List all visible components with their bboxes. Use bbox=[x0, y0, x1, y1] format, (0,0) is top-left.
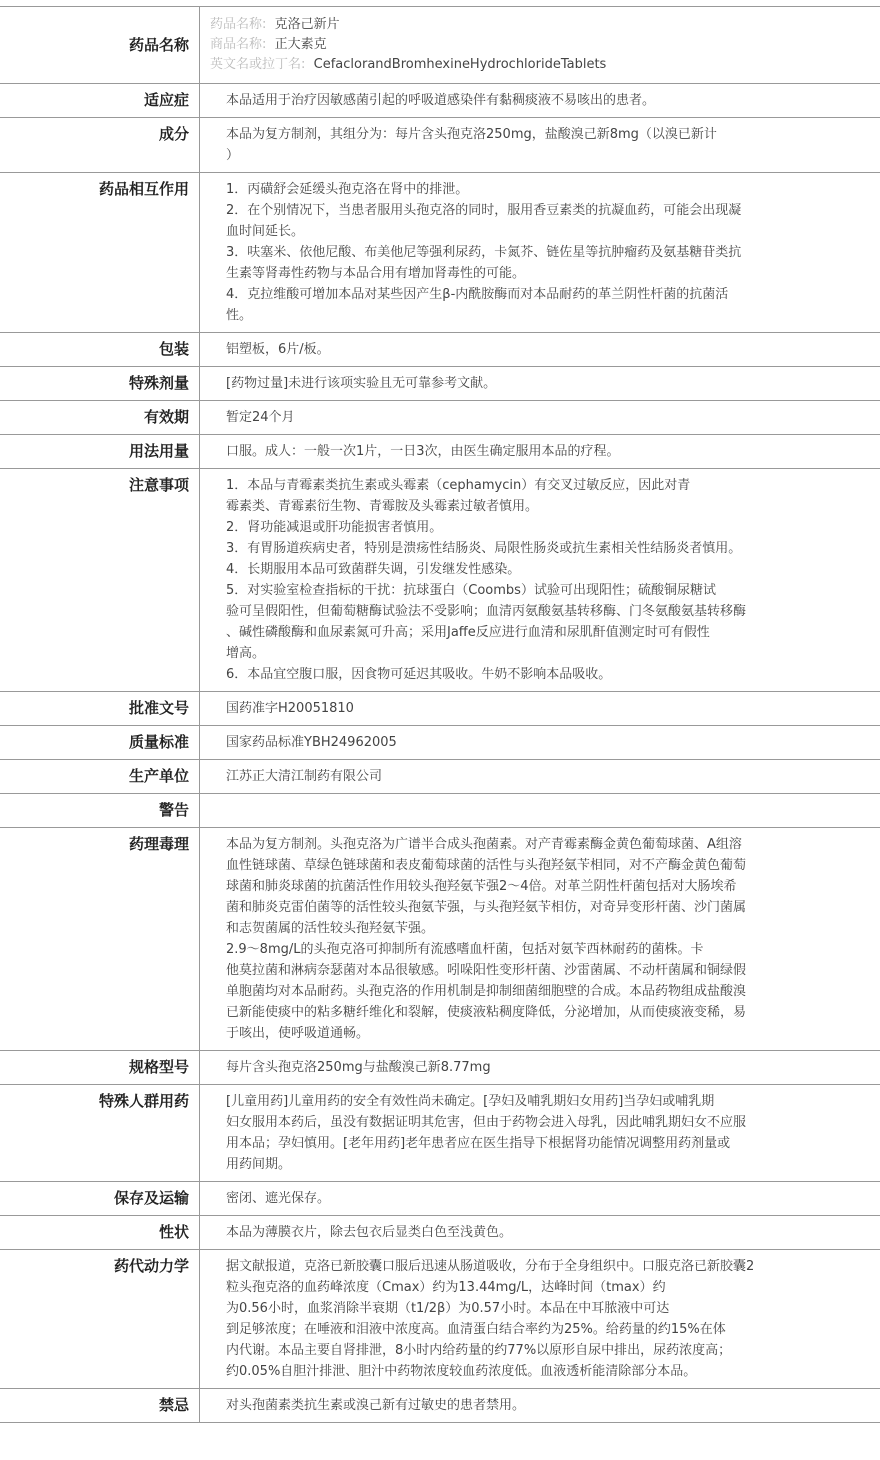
text-line: 1．本品与青霉素类抗生素或头霉素（cephamycin）有交叉过敏反应，因此对青 bbox=[226, 478, 691, 493]
text-line: 为0.56小时，血浆消除半衰期（t1/2β）为0.57小时。本品在中耳脓液中可达 bbox=[226, 1301, 670, 1316]
text-line: 暂定24个月 bbox=[226, 410, 295, 425]
text-line: 、碱性磷酸酶和血尿素氮可升高；采用Jaffe反应进行血清和尿肌酐值测定时可有假性 bbox=[226, 625, 710, 640]
table-row bbox=[0, 401, 880, 435]
row-label: 药理毒理 bbox=[0, 828, 200, 1050]
text-line: [儿童用药]儿童用药的安全有效性尚未确定。[孕妇及哺乳期妇女用药]当孕妇或哺乳期 bbox=[226, 1094, 715, 1109]
row-label: 注意事项 bbox=[0, 469, 200, 691]
text-line: 到足够浓度；在唾液和泪液中浓度高。血清蛋白结合率约为25%。给药量的约15%在体 bbox=[226, 1322, 726, 1337]
table-row bbox=[0, 173, 880, 333]
text-line: 他莫拉菌和淋病奈瑟菌对本品很敏感。吲哚阳性变形杆菌、沙雷菌属、不动杆菌属和铜绿假 bbox=[226, 963, 747, 978]
text-line: 用本品；孕妇慎用。[老年用药]老年患者应在医生指导下根据肾功能情况调整用药剂量或 bbox=[226, 1136, 731, 1151]
text-line: 于咳出，使呼吸道通畅。 bbox=[226, 1026, 370, 1041]
table-row bbox=[0, 84, 880, 118]
row-value bbox=[200, 692, 880, 725]
text-line: 国药准字H20051810 bbox=[226, 701, 354, 716]
table-row bbox=[0, 726, 880, 760]
row-label: 药品名称 bbox=[0, 7, 200, 83]
row-value bbox=[200, 1250, 880, 1388]
row-label: 批准文号 bbox=[0, 692, 200, 725]
row-drug-name bbox=[0, 7, 880, 84]
text-line: 3．呋塞米、依他尼酸、布美他尼等强利尿药，卡氮芥、链佐星等抗肿瘤药及氨基糖苷类抗 bbox=[226, 245, 742, 260]
text-line: 和志贺菌属的活性较头孢羟氨苄强。 bbox=[226, 921, 435, 936]
row-value bbox=[200, 1182, 880, 1215]
text-line: 1．丙磺舒会延缓头孢克洛在肾中的排泄。 bbox=[226, 182, 469, 197]
text-line: 本品适用于治疗因敏感菌引起的呼吸道感染伴有黏稠痰液不易咳出的患者。 bbox=[226, 93, 656, 108]
text-line: 江苏正大清江制药有限公司 bbox=[226, 769, 383, 784]
text-line: 单胞菌均对本品耐药。头孢克洛的作用机制是抑制细菌细胞壁的合成。本品药物组成盐酸溴 bbox=[226, 984, 747, 999]
text-line: 本品为复方制剂，其组分为：每片含头孢克洛250mg，盐酸溴己新8mg（以溴已新计 bbox=[226, 127, 717, 142]
name-block bbox=[200, 7, 880, 83]
text-line: 6．本品宜空腹口服，因食物可延迟其吸收。牛奶不影响本品吸收。 bbox=[226, 667, 612, 682]
text-line: 验可呈假阳性，但葡萄糖酶试验法不受影响；血清丙氨酸氨基转移酶、门冬氨酸氨基转移酶 bbox=[226, 604, 747, 619]
text-line: 血时间延长。 bbox=[226, 224, 305, 239]
row-label: 药代动力学 bbox=[0, 1250, 200, 1388]
text-line: 每片含头孢克洛250mg与盐酸溴己新8.77mg bbox=[226, 1060, 491, 1075]
row-label: 特殊剂量 bbox=[0, 367, 200, 400]
text-line: 2．在个别情况下，当患者服用头孢克洛的同时，服用香豆素类的抗凝血药，可能会出现凝 bbox=[226, 203, 742, 218]
text-line: 5．对实验室检查指标的干扰：抗球蛋白（Coombs）试验可出现阳性；硫酸铜尿糖试 bbox=[226, 583, 716, 598]
row-value bbox=[200, 118, 880, 172]
text-line: 球菌和肺炎球菌的抗菌活性作用较头孢羟氨苄强2～4倍。对革兰阴性杆菌包括对大肠埃希 bbox=[226, 879, 737, 894]
row-value bbox=[200, 84, 880, 117]
text-line: 血性链球菌、草绿色链球菌和表皮葡萄球菌的活性与头孢羟氨苄相同，对不产酶金黄色葡萄 bbox=[226, 858, 747, 873]
row-value bbox=[200, 760, 880, 793]
text-line: 用药间期。 bbox=[226, 1157, 292, 1172]
table-row bbox=[0, 367, 880, 401]
text-line: 粒头孢克洛的血药峰浓度（Cmax）约为13.44mg/L，达峰时间（tmax）约 bbox=[226, 1280, 666, 1295]
text-line: 生素等肾毒性药物与本品合用有增加肾毒性的可能。 bbox=[226, 266, 526, 281]
row-label: 有效期 bbox=[0, 401, 200, 434]
row-value bbox=[200, 435, 880, 468]
row-label: 保存及运输 bbox=[0, 1182, 200, 1215]
text-line: 内代谢。本品主要自肾排泄，8小时内给药量的约77%以原形自尿中排出，尿药浓度高； bbox=[226, 1343, 732, 1358]
table-row bbox=[0, 469, 880, 692]
table-row bbox=[0, 794, 880, 828]
row-value bbox=[200, 726, 880, 759]
row-label: 用法用量 bbox=[0, 435, 200, 468]
text-line: 4．长期服用本品可致菌群失调，引发继发性感染。 bbox=[226, 562, 521, 577]
text-line: 2.9～8mg/L的头孢克洛可抑制所有流感嗜血杆菌，包括对氨苄西林耐药的菌株。卡 bbox=[226, 942, 704, 957]
table-row bbox=[0, 692, 880, 726]
text-line bbox=[226, 800, 880, 821]
row-value bbox=[200, 1216, 880, 1249]
row-value bbox=[200, 794, 880, 827]
table-row bbox=[0, 1250, 880, 1389]
text-line: 妇女服用本药后，虽没有数据证明其危害，但由于药物会进入母乳，因此哺乳期妇女不应服 bbox=[226, 1115, 747, 1130]
table-row bbox=[0, 760, 880, 794]
text-line: 约0.05%自胆汁排泄、胆汁中药物浓度较血药浓度低。血液透析能清除部分本品。 bbox=[226, 1364, 697, 1379]
row-value bbox=[200, 333, 880, 366]
text-line: 性。 bbox=[226, 308, 253, 323]
text-line: ） bbox=[226, 148, 240, 163]
table-row bbox=[0, 435, 880, 469]
text-line: 国家药品标准YBH24962005 bbox=[226, 735, 397, 750]
row-label: 生产单位 bbox=[0, 760, 200, 793]
row-label: 适应症 bbox=[0, 84, 200, 117]
row-label: 质量标准 bbox=[0, 726, 200, 759]
text-line: 3．有胃肠道疾病史者，特别是溃疡性结肠炎、局限性肠炎或抗生素相关性结肠炎者慎用。 bbox=[226, 541, 742, 556]
trade-name-key: 商品名称: bbox=[210, 37, 267, 52]
text-line: 本品为复方制剂。头孢克洛为广谱半合成头孢菌素。对产青霉素酶金黄色葡萄球菌、A组溶 bbox=[226, 837, 742, 852]
text-line: 4．克拉维酸可增加本品对某些因产生β-内酰胺酶而对本品耐药的革兰阴性杆菌的抗菌活 bbox=[226, 287, 729, 302]
text-line: 铝塑板，6片/板。 bbox=[226, 342, 330, 357]
name-value: 克洛己新片 bbox=[274, 17, 340, 32]
text-line: 菌和肺炎克雷伯菌等的活性较头孢氨苄强，与头孢羟氨苄相仿，对奇异变形杆菌、沙门菌属 bbox=[226, 900, 747, 915]
row-label: 禁忌 bbox=[0, 1389, 200, 1422]
row-value bbox=[200, 828, 880, 1050]
english-name-key: 英文名或拉丁名: bbox=[210, 57, 306, 72]
row-value bbox=[200, 1085, 880, 1181]
english-name-value: CefaclorandBromhexineHydrochlorideTablets bbox=[313, 57, 607, 72]
row-value bbox=[200, 1389, 880, 1422]
text-line: [药物过量]未进行该项实验且无可靠参考文献。 bbox=[226, 376, 497, 391]
text-line: 口服。成人：一般一次1片，一日3次，由医生确定服用本品的疗程。 bbox=[226, 444, 620, 459]
text-line: 已新能使痰中的粘多糖纤维化和裂解，使痰液粘稠度降低，分泌增加，从而使痰液变稀，易 bbox=[226, 1005, 747, 1020]
text-line: 2．肾功能减退或肝功能损害者慎用。 bbox=[226, 520, 443, 535]
table-row bbox=[0, 1216, 880, 1250]
row-label: 成分 bbox=[0, 118, 200, 172]
table-row bbox=[0, 1389, 880, 1423]
row-label: 药品相互作用 bbox=[0, 173, 200, 332]
row-label: 包装 bbox=[0, 333, 200, 366]
trade-name-value: 正大素克 bbox=[274, 37, 327, 52]
text-line: 对头孢菌素类抗生素或溴己新有过敏史的患者禁用。 bbox=[226, 1398, 526, 1413]
table-row bbox=[0, 333, 880, 367]
row-value bbox=[200, 173, 880, 332]
row-label: 特殊人群用药 bbox=[0, 1085, 200, 1181]
text-line: 增高。 bbox=[226, 646, 266, 661]
row-label: 规格型号 bbox=[0, 1051, 200, 1084]
row-value bbox=[200, 367, 880, 400]
text-line: 密闭、遮光保存。 bbox=[226, 1191, 331, 1206]
text-line: 霉素类、青霉素衍生物、青霉胺及头霉素过敏者慎用。 bbox=[226, 499, 539, 514]
row-label: 警告 bbox=[0, 794, 200, 827]
text-line: 本品为薄膜衣片，除去包衣后显类白色至浅黄色。 bbox=[226, 1225, 513, 1240]
text-line: 据文献报道，克洛已新胶囊口服后迅速从肠道吸收，分布于全身组织中。口服克洛已新胶囊2 bbox=[226, 1259, 755, 1274]
row-value bbox=[200, 469, 880, 691]
row-label: 性状 bbox=[0, 1216, 200, 1249]
table-row bbox=[0, 828, 880, 1051]
table-row bbox=[0, 1051, 880, 1085]
row-value bbox=[200, 401, 880, 434]
row-value bbox=[200, 1051, 880, 1084]
table-row bbox=[0, 118, 880, 173]
table-row bbox=[0, 1182, 880, 1216]
drug-info-table bbox=[0, 6, 880, 1423]
table-row bbox=[0, 1085, 880, 1182]
name-key: 药品名称: bbox=[210, 17, 267, 32]
